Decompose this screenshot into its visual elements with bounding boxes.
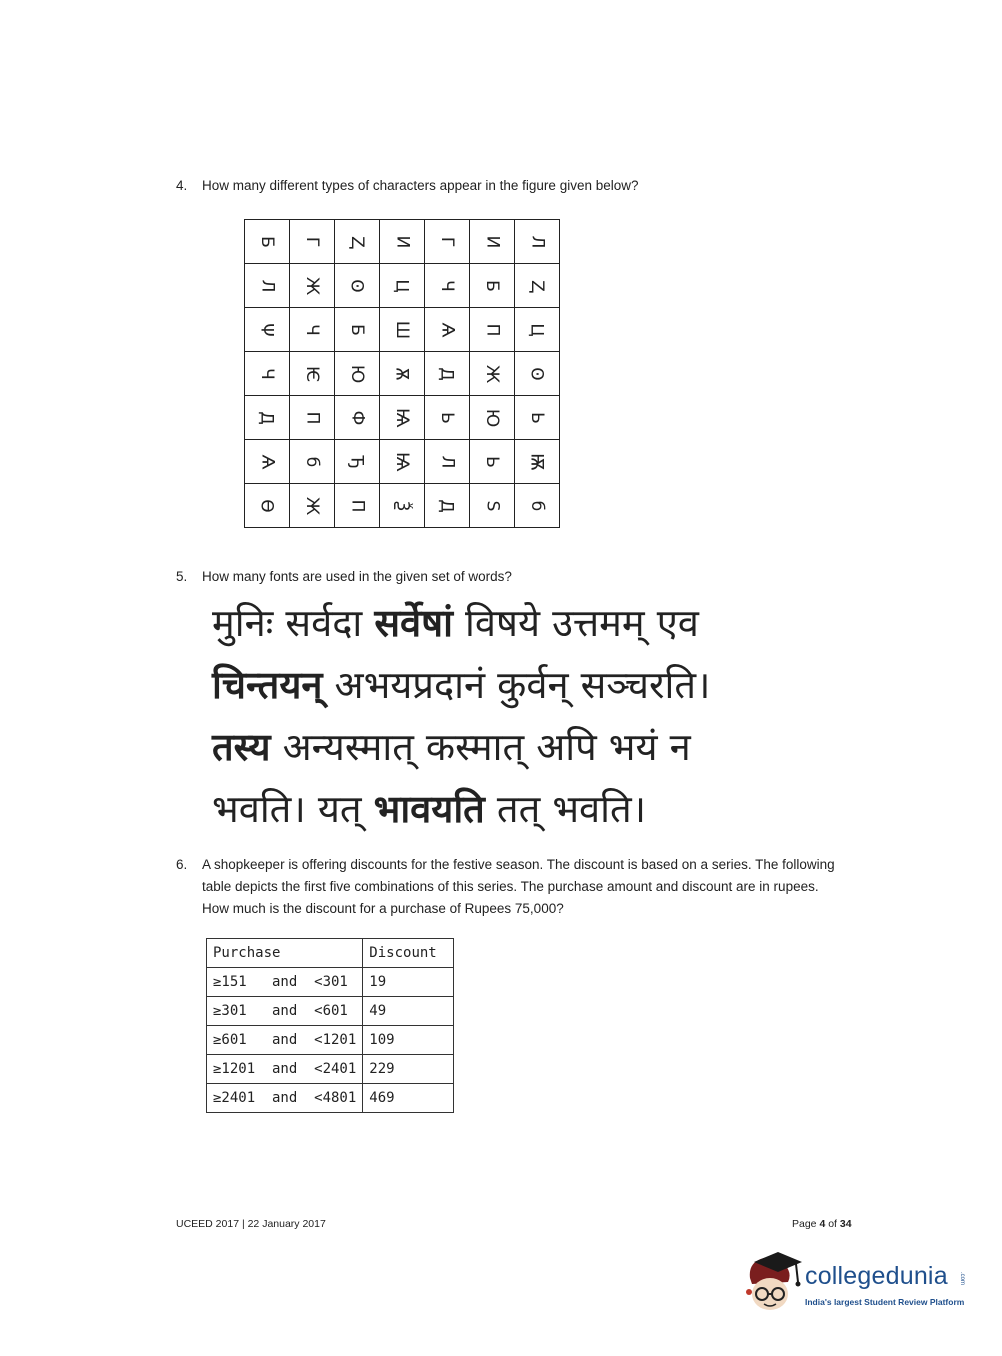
purchase-cell: ≥151 and <301	[207, 968, 363, 997]
logo-wordmark: collegedunia	[805, 1262, 948, 1290]
grid-character: Ђ	[347, 454, 367, 469]
grid-cell	[245, 484, 290, 528]
grid-cell	[425, 264, 470, 308]
sanskrit-passage	[212, 592, 772, 840]
grid-cell	[290, 308, 335, 352]
grid-character: Ѧ	[256, 454, 277, 469]
grid-character: б	[526, 500, 547, 511]
grid-character: Б	[481, 279, 502, 292]
grid-character: Ѳ	[256, 498, 277, 513]
purchase-cell: ≥1201 and <2401	[207, 1055, 363, 1084]
grid-cell	[335, 396, 380, 440]
sanskrit-word-group: अभयप्रदानं कुर्वन् सञ्चरति।	[322, 663, 711, 707]
grid-character: П	[301, 411, 322, 424]
grid-cell	[290, 396, 335, 440]
sanskrit-word-group: भावयति	[373, 787, 485, 831]
grid-character: Ч	[302, 323, 322, 336]
page-mid: of	[825, 1218, 840, 1230]
grid-character: Ѩ	[392, 407, 412, 428]
grid-character: Ф	[346, 410, 367, 425]
sanskrit-line	[212, 654, 772, 716]
grid-cell	[245, 440, 290, 484]
grid-cell	[290, 264, 335, 308]
question-6-number: 6.	[176, 857, 188, 872]
grid-cell	[425, 440, 470, 484]
grid-character: Ч	[257, 367, 277, 380]
sanskrit-word-group: तस्य	[212, 725, 271, 769]
discount-cell: 19	[363, 968, 454, 997]
grid-cell	[335, 352, 380, 396]
grid-cell	[335, 220, 380, 264]
sanskrit-line	[212, 716, 772, 778]
purchase-cell: ≥2401 and <4801	[207, 1084, 363, 1113]
grid-character: Ч	[437, 279, 457, 292]
collegedunia-logo	[742, 1248, 972, 1318]
question-4-number: 4.	[176, 178, 188, 193]
grid-cell	[425, 220, 470, 264]
grid-cell	[380, 308, 425, 352]
grid-cell	[335, 308, 380, 352]
grid-cell	[335, 264, 380, 308]
grid-character: Б	[256, 235, 277, 248]
grid-character: Ю	[346, 364, 367, 383]
graduate-mascot-icon	[742, 1248, 804, 1318]
grid-character: И	[392, 235, 412, 248]
grid-character: Д	[437, 366, 457, 381]
grid-cell	[515, 308, 560, 352]
grid-character: Л	[436, 455, 457, 468]
grid-character: Ж	[482, 364, 502, 383]
grid-cell	[470, 352, 515, 396]
grid-row	[245, 308, 560, 352]
grid-character: Ѧ	[436, 322, 457, 337]
grid-cell	[380, 440, 425, 484]
grid-cell	[335, 440, 380, 484]
grid-cell	[245, 220, 290, 264]
grid-character: Ѩ	[392, 451, 412, 472]
grid-character: Ѕ	[481, 500, 502, 511]
grid-cell	[245, 396, 290, 440]
grid-cell	[470, 440, 515, 484]
grid-cell	[380, 220, 425, 264]
grid-character: Ц	[391, 278, 412, 293]
grid-cell	[290, 220, 335, 264]
question-5-text: How many fonts are used in the given set of words?	[202, 569, 512, 584]
discount-column-header: Discount	[363, 939, 454, 968]
grid-character: Ꙩ	[526, 366, 547, 381]
grid-cell	[425, 484, 470, 528]
page-current: 4	[819, 1218, 826, 1230]
grid-character: Ш	[392, 320, 412, 339]
sanskrit-word-group: भवति। यत्	[212, 787, 374, 831]
discount-table	[206, 938, 454, 1113]
question-5-number: 5.	[176, 569, 188, 584]
purchase-cell: ≥301 and <601	[207, 997, 363, 1026]
table-row	[207, 997, 454, 1026]
sanskrit-word-group: अन्यस्मात् कस्मात् अपि भयं न	[270, 725, 691, 769]
grid-cell	[290, 440, 335, 484]
footer-page-number	[792, 1218, 852, 1230]
grid-cell	[380, 396, 425, 440]
grid-character: Д	[257, 410, 277, 425]
grid-cell	[380, 352, 425, 396]
grid-character: П	[481, 323, 502, 336]
grid-cell	[425, 308, 470, 352]
grid-row	[245, 484, 560, 528]
discount-cell: 469	[363, 1084, 454, 1113]
grid-character: Ⱬ	[527, 279, 547, 292]
grid-cell	[380, 484, 425, 528]
discount-cell: 49	[363, 997, 454, 1026]
grid-character: Ж	[302, 496, 322, 515]
grid-character: б	[301, 456, 322, 467]
question-6-text: A shopkeeper is offering discounts for the festive season. The discount is based on a series. The following table depicts the first five combinations of this series. The purchase amount and discount are in rupees. How much is the discount for a purchase of Rupees 75,000?	[202, 857, 835, 916]
grid-cell	[515, 484, 560, 528]
grid-character: Ⱬ	[347, 235, 367, 248]
grid-character: Ь	[526, 411, 547, 424]
grid-character: Д	[437, 498, 457, 513]
grid-row	[245, 220, 560, 264]
grid-cell	[245, 352, 290, 396]
logo-tagline: India's largest Student Review Platform	[805, 1297, 965, 1307]
grid-row	[245, 264, 560, 308]
grid-character: И	[482, 235, 502, 248]
grid-cell	[470, 484, 515, 528]
grid-character: Л	[256, 279, 277, 292]
page-total: 34	[839, 1218, 852, 1230]
sanskrit-word-group: मुनिः सर्वदा	[212, 601, 375, 645]
grid-character: Л	[526, 235, 547, 248]
grid-row	[245, 396, 560, 440]
page-prefix: Page	[792, 1218, 820, 1230]
grid-cell	[515, 440, 560, 484]
grid-cell	[380, 264, 425, 308]
grid-cell	[515, 352, 560, 396]
grid-cell	[470, 396, 515, 440]
table-row	[207, 968, 454, 997]
purchase-column-header: Purchase	[207, 939, 363, 968]
grid-cell	[470, 220, 515, 264]
grid-character: Ψ	[256, 322, 277, 337]
grid-cell	[290, 484, 335, 528]
grid-character: Ꙩ	[346, 278, 367, 293]
grid-cell	[290, 352, 335, 396]
grid-character: Ь	[436, 411, 457, 424]
grid-character: Ѥ	[302, 365, 322, 382]
grid-character: Ѯ	[391, 500, 412, 511]
grid-character: Б	[346, 323, 367, 336]
discount-cell: 229	[363, 1055, 454, 1084]
sanskrit-line	[212, 778, 772, 840]
question-4-text: How many different types of characters appear in the figure given below?	[202, 178, 639, 193]
grid-character: Г	[302, 236, 322, 247]
footer-exam-info: UCEED 2017 | 22 January 2017	[176, 1218, 326, 1230]
grid-character: Ѫ	[391, 366, 412, 381]
grid-character: Ю	[481, 408, 502, 427]
sanskrit-word-group: विषये उत्तमम्	[452, 601, 657, 645]
grid-cell	[470, 264, 515, 308]
logo-tld: .com	[959, 1272, 965, 1286]
grid-cell	[515, 220, 560, 264]
character-grid	[244, 219, 560, 528]
grid-cell	[425, 352, 470, 396]
table-row	[207, 1026, 454, 1055]
grid-cell	[335, 484, 380, 528]
sanskrit-word-group: चिन्तयन्	[212, 663, 323, 707]
table-row	[207, 1055, 454, 1084]
table-row	[207, 1084, 454, 1113]
discount-cell: 109	[363, 1026, 454, 1055]
grid-cell	[425, 396, 470, 440]
grid-row	[245, 352, 560, 396]
grid-cell	[245, 264, 290, 308]
grid-cell	[245, 308, 290, 352]
grid-character: Ц	[526, 322, 547, 337]
discount-table-header-row	[207, 939, 454, 968]
grid-cell	[470, 308, 515, 352]
sanskrit-word-group: एव	[656, 601, 699, 645]
grid-cell	[515, 264, 560, 308]
grid-row	[245, 440, 560, 484]
grid-character: Ѭ	[527, 452, 547, 471]
sanskrit-word-group: सर्वेषां	[374, 601, 453, 645]
grid-character: Ь	[481, 455, 502, 468]
grid-character: Ж	[302, 276, 322, 295]
grid-character: П	[346, 499, 367, 512]
purchase-cell: ≥601 and <1201	[207, 1026, 363, 1055]
grid-character: Г	[437, 236, 457, 247]
sanskrit-line	[212, 592, 772, 654]
sanskrit-word-group: तत् भवति।	[484, 787, 647, 831]
grid-cell	[515, 396, 560, 440]
